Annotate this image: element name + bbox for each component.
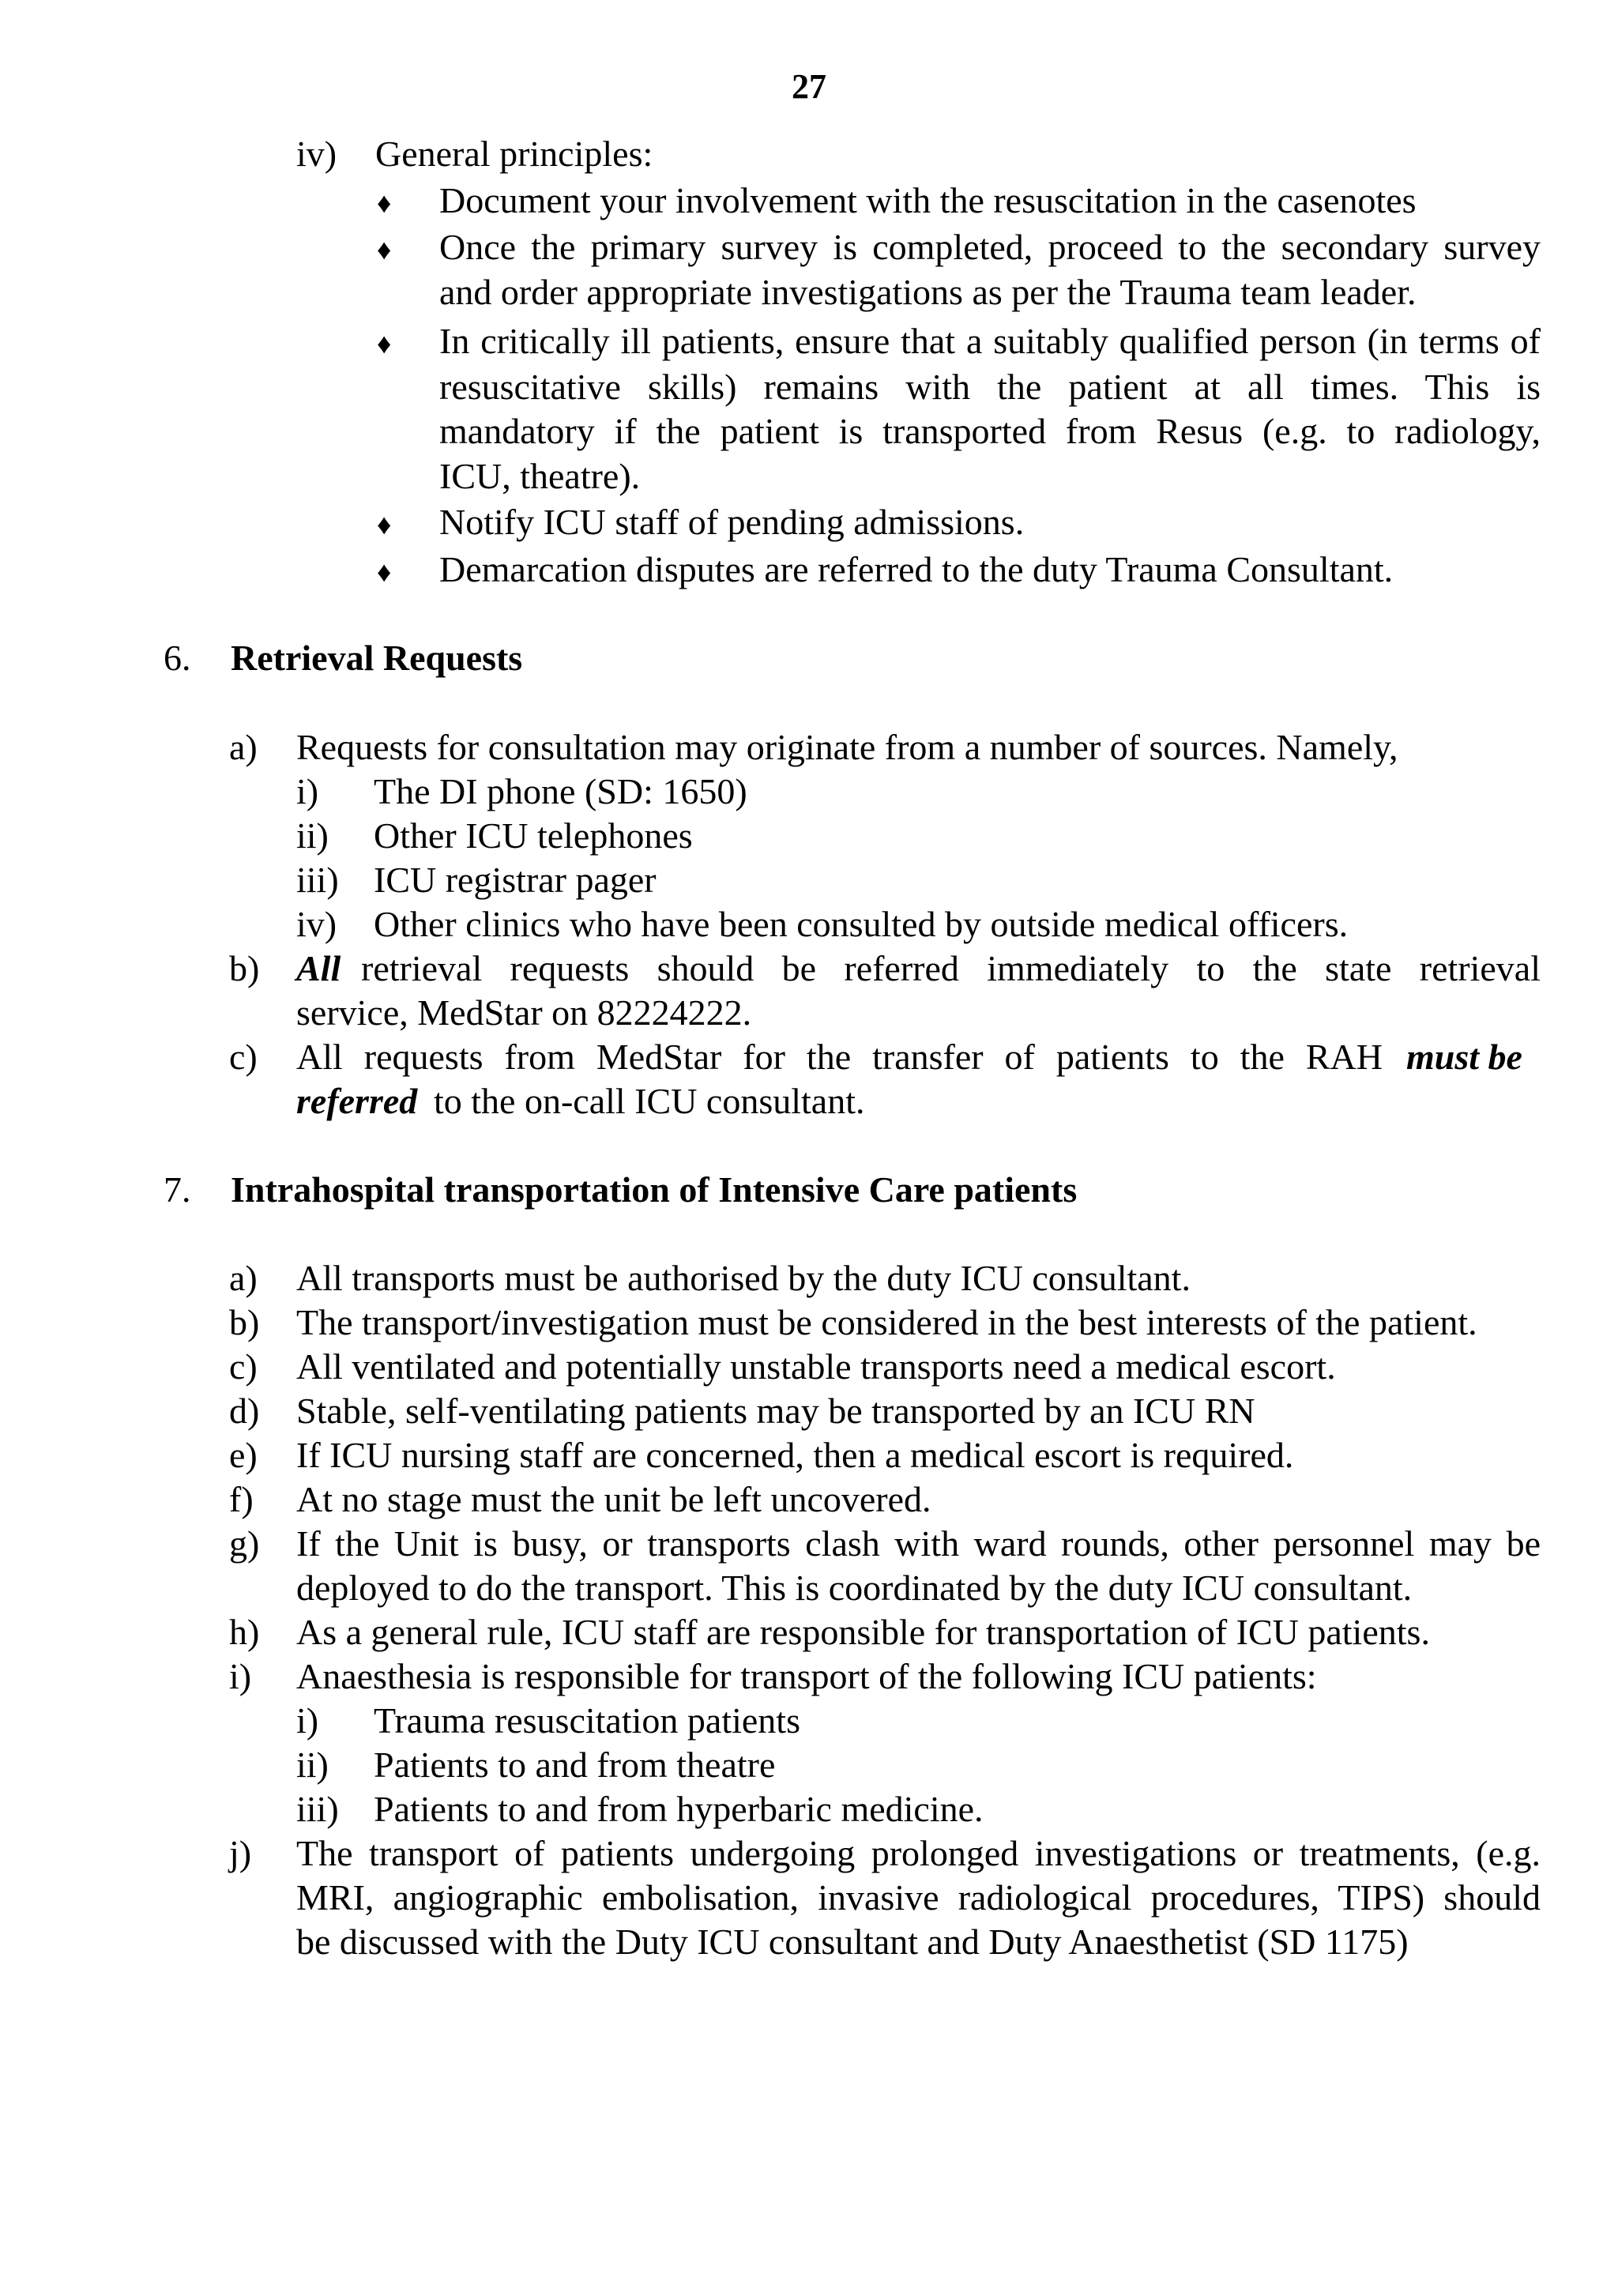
item-label: f): [229, 1479, 254, 1519]
item-label: c): [229, 1037, 258, 1077]
general-principles-label: iv): [296, 134, 337, 174]
general-principles-title: General principles:: [375, 134, 653, 174]
bullet-text: Notify ICU staff of pending admissions.: [439, 502, 1025, 542]
item-text: At no stage must the unit be left uncovered.: [296, 1479, 931, 1519]
sub-item-label: iv): [296, 904, 337, 944]
item-label: a): [229, 727, 258, 767]
page-number: 27: [792, 67, 826, 106]
emphasis-text: referred: [296, 1081, 418, 1121]
item-label: j): [229, 1833, 252, 1873]
item-text: The transport of patients undergoing prolonged investigations or treatments, (e.g.: [296, 1833, 1541, 1873]
diamond-bullet-icon: ♦: [377, 187, 392, 219]
item-text: deployed to do the transport. This is coordinated by the duty ICU consultant.: [296, 1568, 1413, 1608]
diamond-bullet-icon: ♦: [377, 556, 392, 588]
item-label: e): [229, 1435, 258, 1475]
diamond-bullet-icon: ♦: [377, 509, 392, 540]
item-text: If the Unit is busy, or transports clash with ward rounds, other personnel may be: [296, 1523, 1541, 1564]
item-text: MRI, angiographic embolisation, invasive radiological procedures, TIPS) should: [296, 1877, 1541, 1918]
item-text: As a general rule, ICU staff are responsible for transportation of ICU patients.: [296, 1612, 1430, 1652]
item-text: to the on-call ICU consultant.: [434, 1081, 865, 1121]
item-label: a): [229, 1258, 258, 1298]
sub-item-label: ii): [296, 1745, 329, 1785]
item-text: All requests from MedStar for the transfer of patients to the RAH: [296, 1037, 1383, 1077]
sub-item-label: ii): [296, 815, 329, 856]
item-text: Anaesthesia is responsible for transport of the following ICU patients:: [296, 1656, 1317, 1696]
section-number: 6.: [164, 638, 191, 678]
item-label: i): [229, 1656, 252, 1696]
bullet-text: and order appropriate investigations as per the Trauma team leader.: [439, 272, 1417, 312]
item-text: If ICU nursing staff are concerned, then a medical escort is required.: [296, 1435, 1294, 1475]
item-text: All ventilated and potentially unstable transports need a medical escort.: [296, 1346, 1336, 1387]
diamond-bullet-icon: ♦: [377, 328, 392, 359]
item-text: be discussed with the Duty ICU consultant and Duty Anaesthetist (SD 1175): [296, 1921, 1409, 1962]
diamond-bullet-icon: ♦: [377, 234, 392, 265]
item-label: c): [229, 1346, 258, 1387]
item-text: retrieval requests should be referred immediately to the state retrieval: [361, 948, 1541, 988]
item-label: g): [229, 1523, 260, 1564]
sub-item-text: Trauma resuscitation patients: [374, 1700, 800, 1741]
section-heading: Retrieval Requests: [231, 638, 523, 678]
sub-item-text: Patients to and from theatre: [374, 1745, 776, 1785]
item-label: b): [229, 948, 260, 988]
sub-item-text: ICU registrar pager: [374, 860, 657, 900]
emphasis-text: must be: [1406, 1037, 1522, 1077]
item-label: h): [229, 1612, 260, 1652]
emphasis-text: All: [296, 948, 341, 988]
bullet-text: resuscitative skills) remains with the patient at all times. This is: [439, 367, 1541, 407]
sub-item-text: The DI phone (SD: 1650): [374, 771, 747, 811]
sub-item-label: i): [296, 771, 319, 811]
sub-item-text: Patients to and from hyperbaric medicine.: [374, 1789, 984, 1829]
section-heading: Intrahospital transportation of Intensive Care patients: [231, 1169, 1078, 1210]
item-label: b): [229, 1302, 260, 1342]
sub-item-label: iii): [296, 1789, 339, 1829]
bullet-text: Once the primary survey is completed, proceed to the secondary survey: [439, 227, 1541, 267]
bullet-text: Demarcation disputes are referred to the duty Trauma Consultant.: [439, 549, 1394, 589]
sub-item-label: iii): [296, 860, 339, 900]
item-text: Requests for consultation may originate from a number of sources. Namely,: [296, 727, 1398, 767]
bullet-text: ICU, theatre).: [439, 456, 641, 496]
bullet-text: mandatory if the patient is transported from Resus (e.g. to radiology,: [439, 411, 1541, 451]
item-label: d): [229, 1391, 260, 1431]
item-text: The transport/investigation must be considered in the best interests of the patient.: [296, 1302, 1477, 1342]
bullet-text: Document your involvement with the resuscitation in the casenotes: [439, 180, 1417, 220]
sub-item-text: Other ICU telephones: [374, 815, 693, 856]
bullet-text: In critically ill patients, ensure that a suitably qualified person (in terms of: [439, 321, 1541, 361]
item-text: service, MedStar on 82224222.: [296, 992, 752, 1033]
sub-item-text: Other clinics who have been consulted by outside medical officers.: [374, 904, 1349, 944]
item-text: Stable, self-ventilating patients may be transported by an ICU RN: [296, 1391, 1255, 1431]
item-text: All transports must be authorised by the duty ICU consultant.: [296, 1258, 1191, 1298]
section-number: 7.: [164, 1169, 191, 1210]
sub-item-label: i): [296, 1700, 319, 1741]
